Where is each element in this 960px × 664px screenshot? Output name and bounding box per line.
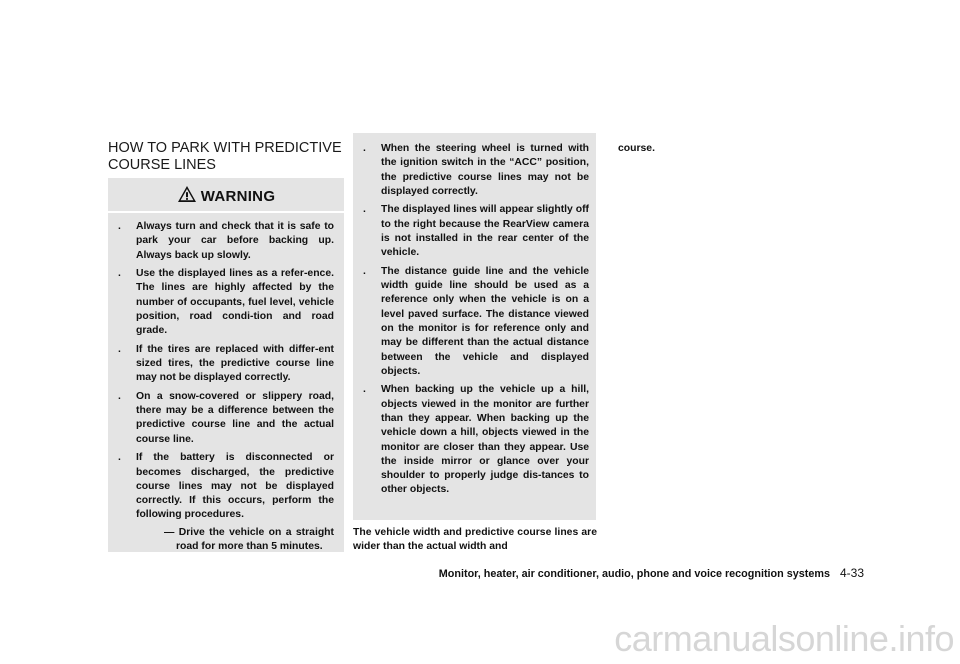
bullet: . [363,265,366,277]
warning-item: . Always turn and check that it is safe to park your car before backing up. Always back up slowly. [118,221,334,261]
section-title-line-1: HOW TO PARK WITH PREDICTIVE [108,140,342,156]
warning-item: . On a snow-covered or slippery road, there may be a difference between the predictive course line and the actual course line. [118,390,334,445]
warning-item: . If the battery is disconnected or becomes discharged, the predictive course lines may not be displayed correctly. If this occurs, perform the following procedures. — Drive the vehicle on a straight road for more than 5 minutes. [108,451,334,554]
warning-item: . If the tires are replaced with differ-ent sized tires, the predictive course line may not be displayed correctly. [118,343,334,384]
page-number: 4-33 [839,566,864,580]
body-paragraph: The vehicle width and predictive course lines are wider than the actual width and [353,527,597,553]
page-footer [439,566,864,580]
warning-list-column-1 [108,220,334,558]
bullet: . [363,143,366,154]
bullet: . [363,384,366,396]
section-title [108,140,348,174]
warning-header [108,183,344,209]
warning-item: . When backing up the vehicle up a hill, objects viewed in the monitor are further than they appear. When backing up the vehicle down a hill, objects viewed in the monitor are closer than they appear. Use the inside mirror or glance over your shoulder to properly judge dis-tances to other objects. [363,384,589,496]
bullet: . [118,221,121,232]
bullet: . [118,268,121,280]
bullet: . [118,343,121,355]
warning-title: WARNING [200,187,276,205]
warning-list-column-2 [353,142,589,502]
body-paragraph-continued: course. [618,143,655,154]
warning-divider [108,211,344,213]
watermark: carmanualsonline.info [614,618,954,659]
warning-sub-item: — Drive the vehicle on a straight road for more than 5 minutes. [164,526,334,552]
warning-item: . When the steering wheel is turned with the ignition switch in the “ACC” position, the predictive course lines may not be displayed correctly. [363,143,589,197]
warning-item: . The distance guide line and the vehicle width guide line should be used as a reference only when the vehicle is on a level paved surface. The distance viewed on the monitor is for reference only and may be different than the actual distance between the vehicle and displayed objects. [363,265,589,377]
footer-chapter-title: Monitor, heater, air conditioner, audio, phone and voice recognition systems [438,568,830,580]
bullet: . [363,204,366,216]
warning-item: . The displayed lines will appear slightly off to the right because the RearView camera is not installed in the rear center of the vehicle. [363,204,589,259]
bullet: . [118,452,121,464]
section-title-line-2: COURSE LINES [108,157,216,173]
warning-triangle-icon [177,185,197,208]
bullet: . [118,390,121,402]
warning-item: . Use the displayed lines as a refer-ence. The lines are highly affected by the number of occupants, fuel level, vehicle position, road condi-tion and road grade. [118,268,334,337]
